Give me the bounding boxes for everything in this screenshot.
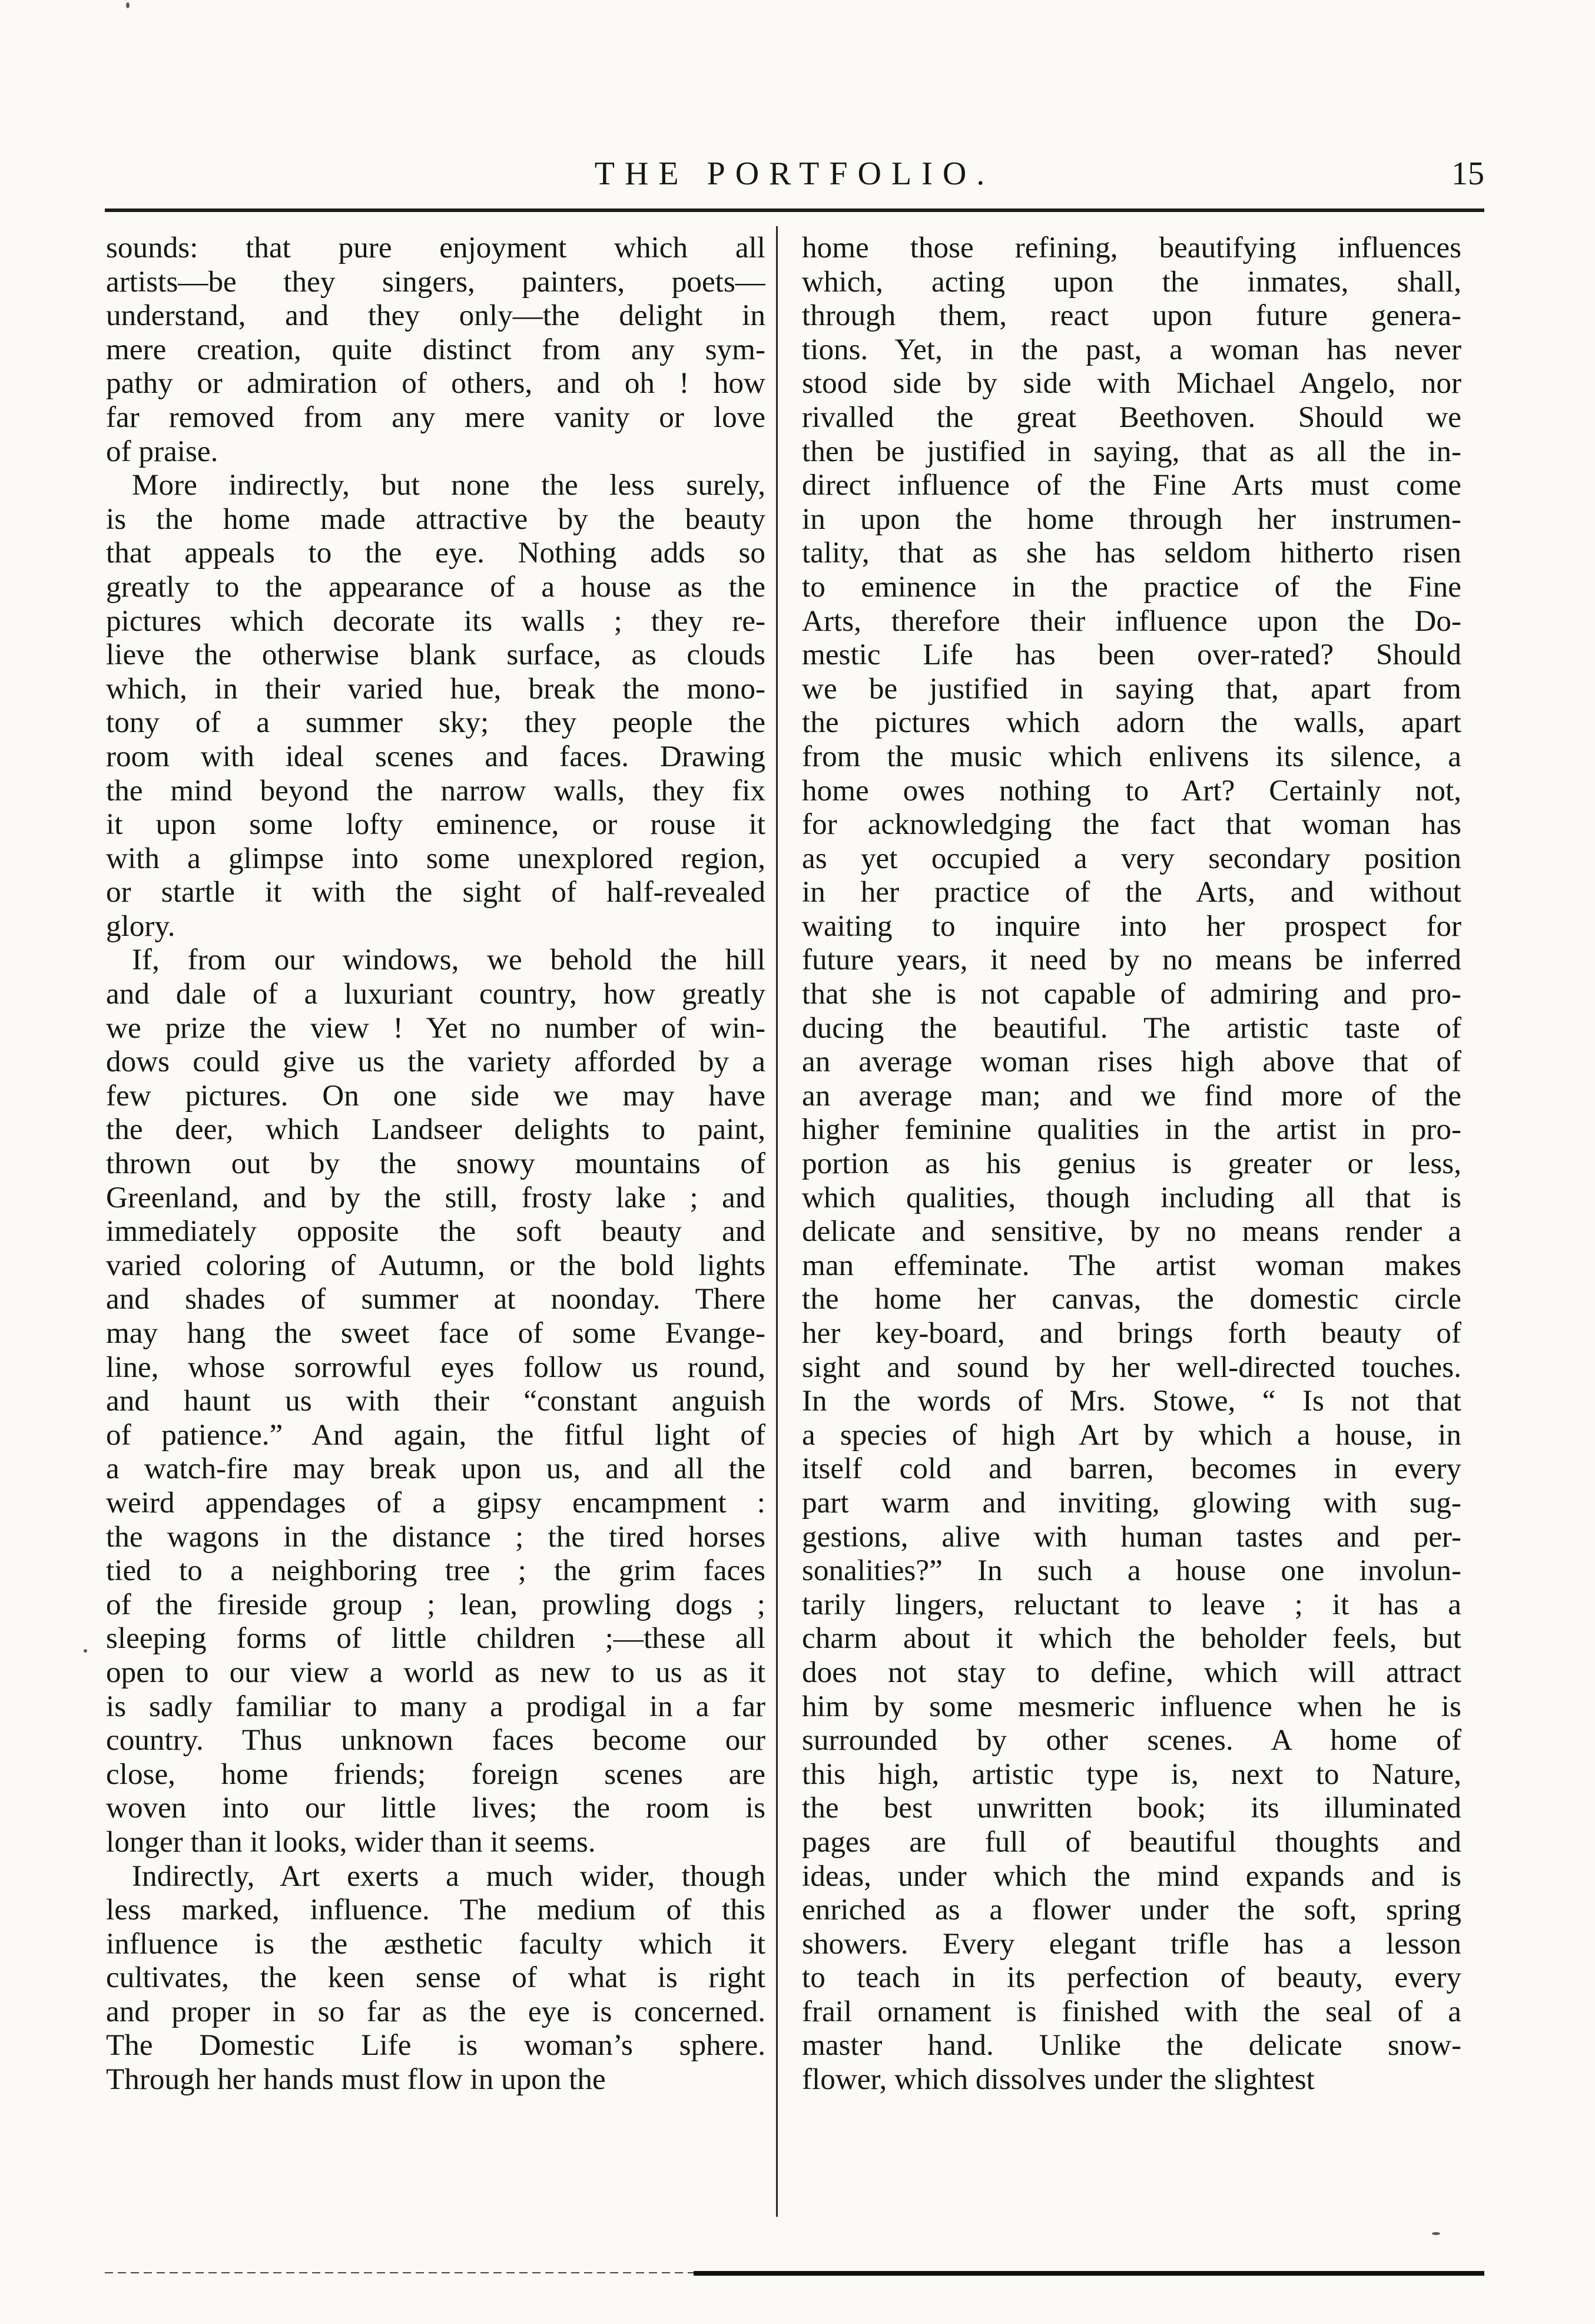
paragraph (802, 231, 1461, 2097)
text-line: that appeals to the eye. Nothing adds so (106, 536, 765, 570)
text-line: that she is not capable of admiring and pro- (802, 977, 1461, 1011)
print-speck (1432, 2232, 1440, 2235)
text-line: sounds: that pure enjoyment which all (106, 231, 765, 264)
text-line: In the words of Mrs. Stowe, “ Is not that (802, 1384, 1461, 1418)
text-line: master hand. Unlike the delicate snow- (802, 2028, 1461, 2063)
text-line: Indirectly, Art exerts a much wider, though (132, 1859, 765, 1893)
text-line: woven into our little lives; the room is (106, 1791, 765, 1825)
text-line: thrown out by the snowy mountains of (106, 1147, 765, 1181)
text-line: lieve the otherwise blank surface, as clouds (106, 638, 765, 672)
text-line: a watch-fire may break upon us, and all the (106, 1452, 765, 1486)
text-line: we be justified in saying that, apart from (802, 671, 1461, 706)
footer-rule (105, 2271, 1484, 2276)
text-line: to teach in its perfection of beauty, every (802, 1961, 1461, 1995)
text-line: pages are full of beautiful thoughts and (802, 1825, 1461, 1859)
paragraph (106, 943, 765, 1859)
text-line: her key-board, and brings forth beauty of (802, 1316, 1461, 1350)
text-line: man effeminate. The artist woman makes (802, 1248, 1461, 1282)
text-line: is sadly familiar to many a prodigal in a far (106, 1689, 765, 1723)
text-line: charm about it which the beholder feels, but (802, 1621, 1461, 1656)
text-line: pathy or admiration of others, and oh ! how (106, 366, 765, 400)
text-line: the wagons in the distance ; the tired horses (106, 1519, 765, 1554)
text-line: ducing the beautiful. The artistic taste of (802, 1011, 1461, 1045)
text-line: Through her hands must flow in upon the (106, 2063, 606, 2097)
text-line: itself cold and barren, becomes in every (802, 1452, 1461, 1486)
text-line: glory. (106, 909, 175, 943)
text-line: few pictures. On one side we may have (106, 1078, 765, 1113)
text-line: it upon some lofty eminence, or rouse it (106, 807, 765, 842)
print-speck (126, 2, 130, 8)
text-line: less marked, influence. The medium of this (106, 1893, 765, 1927)
text-line: the home her canvas, the domestic circle (802, 1282, 1461, 1316)
text-line: More indirectly, but none the less surely, (132, 468, 765, 502)
text-line: him by some mesmeric influence when he is (802, 1689, 1461, 1723)
text-line: Greenland, and by the still, frosty lake ; and (106, 1180, 765, 1214)
text-line: and proper in so far as the eye is concerned. (106, 1994, 765, 2028)
text-line: sight and sound by her well-directed touches. (802, 1350, 1461, 1384)
text-line: part warm and inviting, glowing with sug- (802, 1485, 1461, 1519)
text-line: rivalled the great Beethoven. Should we (802, 400, 1461, 434)
text-line: stood side by side with Michael Angelo, nor (802, 366, 1461, 400)
paragraph (106, 468, 765, 943)
text-line: mestic Life has been over-rated? Should (802, 638, 1461, 672)
left-column (106, 231, 765, 2186)
text-line: the mind beyond the narrow walls, they fix (106, 773, 765, 807)
text-line: which qualities, though including all that is (802, 1180, 1461, 1214)
text-line: tions. Yet, in the past, a woman has never (802, 332, 1461, 366)
print-speck (84, 1649, 87, 1653)
text-line: the best unwritten book; its illuminated (802, 1791, 1461, 1825)
text-line: varied coloring of Autumn, or the bold lights (106, 1248, 765, 1282)
text-line: waiting to inquire into her prospect for (802, 909, 1461, 943)
text-line: showers. Every elegant trifle has a lesson (802, 1926, 1461, 1961)
text-line: longer than it looks, wider than it seems. (106, 1825, 596, 1859)
text-line: immediately opposite the soft beauty and (106, 1214, 765, 1249)
text-line: or startle it with the sight of half-revealed (106, 875, 765, 909)
text-line: line, whose sorrowful eyes follow us round, (106, 1350, 765, 1384)
column-divider (776, 226, 778, 2217)
page-header (105, 153, 1484, 194)
text-line: direct influence of the Fine Arts must come (802, 468, 1461, 502)
text-line: and dale of a luxuriant country, how greatly (106, 977, 765, 1011)
text-line: influence is the æsthetic faculty which it (106, 1926, 765, 1961)
header-rule (105, 208, 1484, 212)
text-line: is the home made attractive by the beauty (106, 502, 765, 536)
text-line: pictures which decorate its walls ; they re- (106, 604, 765, 638)
text-line: home those refining, beautifying influences (802, 231, 1461, 264)
text-line: an average man; and we find more of the (802, 1078, 1461, 1113)
text-line: sonalities?” In such a house one involun- (802, 1554, 1461, 1588)
text-line: an average woman rises high above that of (802, 1045, 1461, 1079)
text-line: does not stay to define, which will attract (802, 1655, 1461, 1689)
text-line: tality, that as she has seldom hitherto risen (802, 536, 1461, 570)
text-line: frail ornament is finished with the seal of a (802, 1994, 1461, 2028)
text-line: home owes nothing to Art? Certainly not, (802, 773, 1461, 807)
text-line: room with ideal scenes and faces. Drawing (106, 739, 765, 773)
text-line: then be justified in saying, that as all the in- (802, 434, 1461, 468)
right-column (802, 231, 1461, 2186)
text-line: mere creation, quite distinct from any sym- (106, 332, 765, 366)
text-line: as yet occupied a very secondary position (802, 841, 1461, 875)
text-line: and shades of summer at noonday. There (106, 1282, 765, 1316)
text-line: we prize the view ! Yet no number of win- (106, 1011, 765, 1045)
text-line: Arts, therefore their influence upon the Do- (802, 604, 1461, 638)
text-line: from the music which enlivens its silence, a (802, 739, 1461, 773)
text-line: a species of high Art by which a house, in (802, 1418, 1461, 1452)
text-line: portion as his genius is greater or less, (802, 1147, 1461, 1181)
text-line: weird appendages of a gipsy encampment : (106, 1485, 765, 1519)
page-number: 15 (1451, 155, 1484, 192)
text-line: of patience.” And again, the fitful light of (106, 1418, 765, 1452)
text-line: higher feminine qualities in the artist in pro- (802, 1113, 1461, 1147)
text-line: for acknowledging the fact that woman has (802, 807, 1461, 842)
text-line: greatly to the appearance of a house as the (106, 570, 765, 604)
running-title: THE PORTFOLIO. (594, 155, 995, 192)
text-line: the deer, which Landseer delights to paint, (106, 1113, 765, 1147)
text-line: tony of a summer sky; they people the (106, 706, 765, 740)
text-line: open to our view a world as new to us as it (106, 1655, 765, 1689)
text-line: of the fireside group ; lean, prowling dogs ; (106, 1587, 765, 1621)
text-line: close, home friends; foreign scenes are (106, 1757, 765, 1791)
text-line: future years, it need by no means be inferred (802, 943, 1461, 977)
text-line: which, acting upon the inmates, shall, (802, 264, 1461, 299)
text-line: far removed from any mere vanity or love (106, 400, 765, 434)
text-line: tarily lingers, reluctant to leave ; it has a (802, 1587, 1461, 1621)
text-line: artists—be they singers, painters, poets— (106, 264, 765, 299)
text-line: flower, which dissolves under the slightest (802, 2063, 1315, 2097)
text-line: If, from our windows, we behold the hill (132, 943, 765, 977)
text-line: with a glimpse into some unexplored region, (106, 841, 765, 875)
text-line: country. Thus unknown faces become our (106, 1723, 765, 1757)
text-line: to eminence in the practice of the Fine (802, 570, 1461, 604)
text-line: of praise. (106, 434, 218, 468)
text-line: in upon the home through her instrumen- (802, 502, 1461, 536)
text-line: understand, and they only—the delight in (106, 299, 765, 333)
text-line: sleeping forms of little children ;—these all (106, 1621, 765, 1656)
text-line: in her practice of the Arts, and without (802, 875, 1461, 909)
text-line: surrounded by other scenes. A home of (802, 1723, 1461, 1757)
text-line: which, in their varied hue, break the mono- (106, 671, 765, 706)
text-line: ideas, under which the mind expands and is (802, 1859, 1461, 1893)
text-line: enriched as a flower under the soft, spring (802, 1893, 1461, 1927)
text-line: through them, react upon future genera- (802, 299, 1461, 333)
text-line: this high, artistic type is, next to Nature, (802, 1757, 1461, 1791)
paragraph (106, 1859, 765, 2097)
text-line: delicate and sensitive, by no means render a (802, 1214, 1461, 1249)
text-line: may hang the sweet face of some Evange- (106, 1316, 765, 1350)
text-line: gestions, alive with human tastes and per- (802, 1519, 1461, 1554)
text-line: and haunt us with their “constant anguish (106, 1384, 765, 1418)
text-line: the pictures which adorn the walls, apart (802, 706, 1461, 740)
text-line: tied to a neighboring tree ; the grim faces (106, 1554, 765, 1588)
text-line: cultivates, the keen sense of what is right (106, 1961, 765, 1995)
text-line: The Domestic Life is woman’s sphere. (106, 2028, 765, 2063)
paragraph (106, 231, 765, 468)
text-line: dows could give us the variety afforded by a (106, 1045, 765, 1079)
